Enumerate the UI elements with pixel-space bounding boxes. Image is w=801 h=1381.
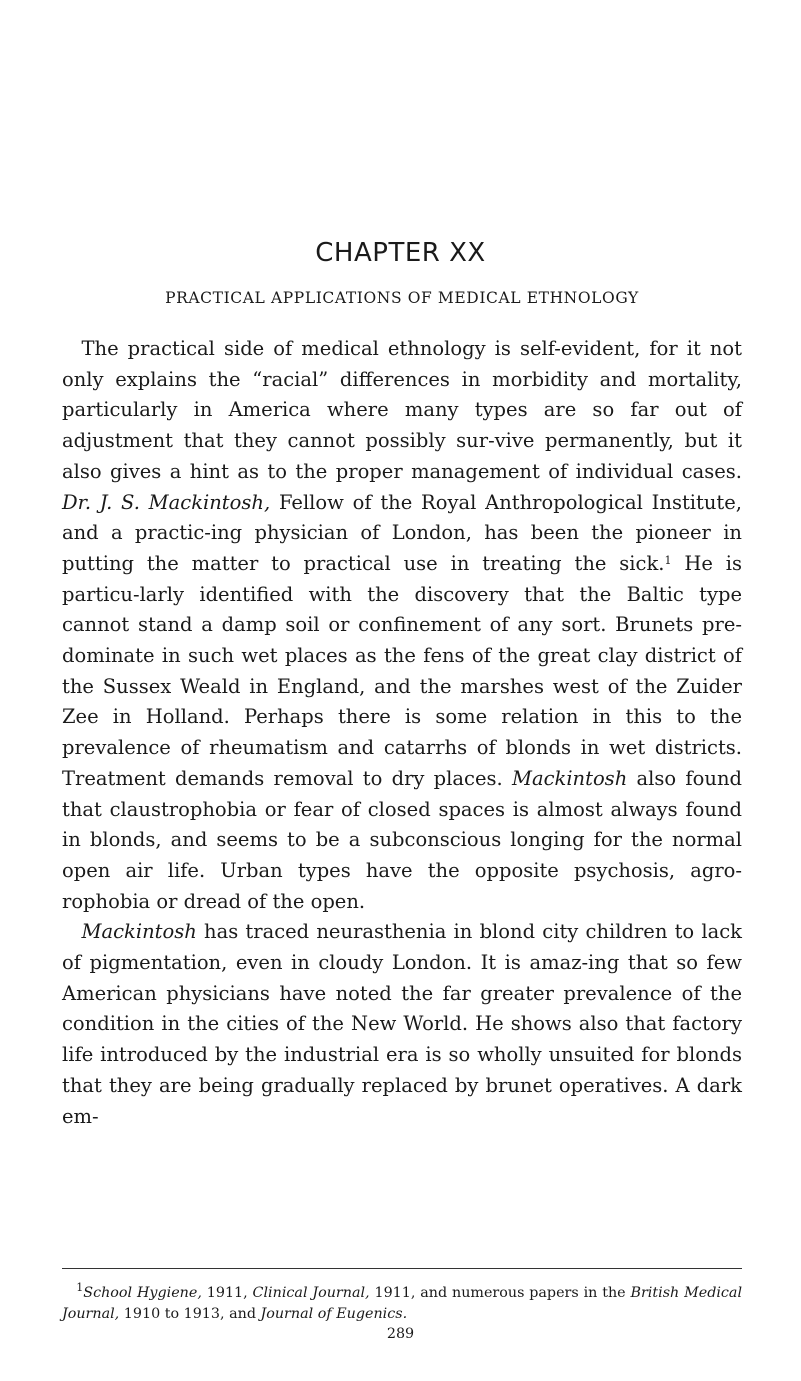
paragraph-1-text-d: also found that claustrophobia or fear of closed spaces is almost always found in blonds, and seems to be a subconscious longing for the normal open air life. Urban types have the opposite psychosis, agro-rophobia or dread of the open. (62, 766, 742, 913)
footnote-text-2: 1911, and numerous papers in the (374, 1285, 626, 1301)
paragraph-1 (62, 334, 742, 917)
author-name-italic: Mackintosh (511, 766, 628, 790)
footnote-text-1: 1911, (206, 1285, 248, 1301)
footnote-marker: 1 (76, 1280, 84, 1294)
chapter-body (62, 334, 742, 1132)
paragraph-1-text-a: The practical side of medical ethnology is self-evident, for it not only explains the “racial” differences in morbidity and mortality, particularly in America where many types are so far out of adjustment that they cannot possibly sur-vive permanently, but it also gives a hint as to the proper management of individual cases. (62, 337, 742, 483)
footnote-source-2: Clinical Journal, (252, 1285, 370, 1301)
paragraph-2-text: has traced neurasthenia in blond city children to lack of pigmentation, even in cloudy London. It is amaz-ing that so few American physicians have noted the far greater prevalence of the condition in the cities of the New World. He shows also that factory life introduced by the industrial era is so wholly unsuited for blonds that they are being gradually replaced by brunet operatives. A dark em- (62, 920, 742, 1128)
footnote-reference: 1 (664, 553, 672, 567)
paragraph-1-text-b: Fellow of the Royal Anthropological Institute, and a practic-ing physician of London, has been the pioneer in putting the matter to practical use in treating the sick. (62, 490, 742, 575)
author-name-italic: Mackintosh (81, 920, 197, 944)
chapter-title: CHAPTER XX (315, 238, 486, 268)
chapter-subtitle: PRACTICAL APPLICATIONS OF MEDICAL ETHNOLOGY (165, 289, 639, 307)
paragraph-2 (62, 917, 742, 1132)
footnote (62, 1280, 743, 1324)
author-name-italic: Dr. J. S. Mackintosh, (62, 490, 271, 514)
footnote-divider (62, 1268, 742, 1269)
footnote-source-4: Journal of Eugenics. (260, 1305, 408, 1322)
paragraph-1-text-c: He is particu-larly identified with the discovery that the Baltic type cannot stand a damp soil or confinement of any sort. Brunets pre-dominate in such wet places as the fens of the great clay district of the Sussex Weald in England, and the marshes west of the Zuider Zee in Holland. Perhaps there is some relation in this to the prevalence of rheumatism and catarrhs of blonds in wet districts. Treatment demands removal to dry places. (62, 551, 742, 790)
footnote-source-1: School Hygiene, (83, 1285, 202, 1301)
footnote-source-3: British Medical Journal, (62, 1285, 743, 1322)
page-number: 289 (386, 1326, 415, 1342)
footnote-text-3: 1910 to 1913, and (123, 1305, 256, 1322)
